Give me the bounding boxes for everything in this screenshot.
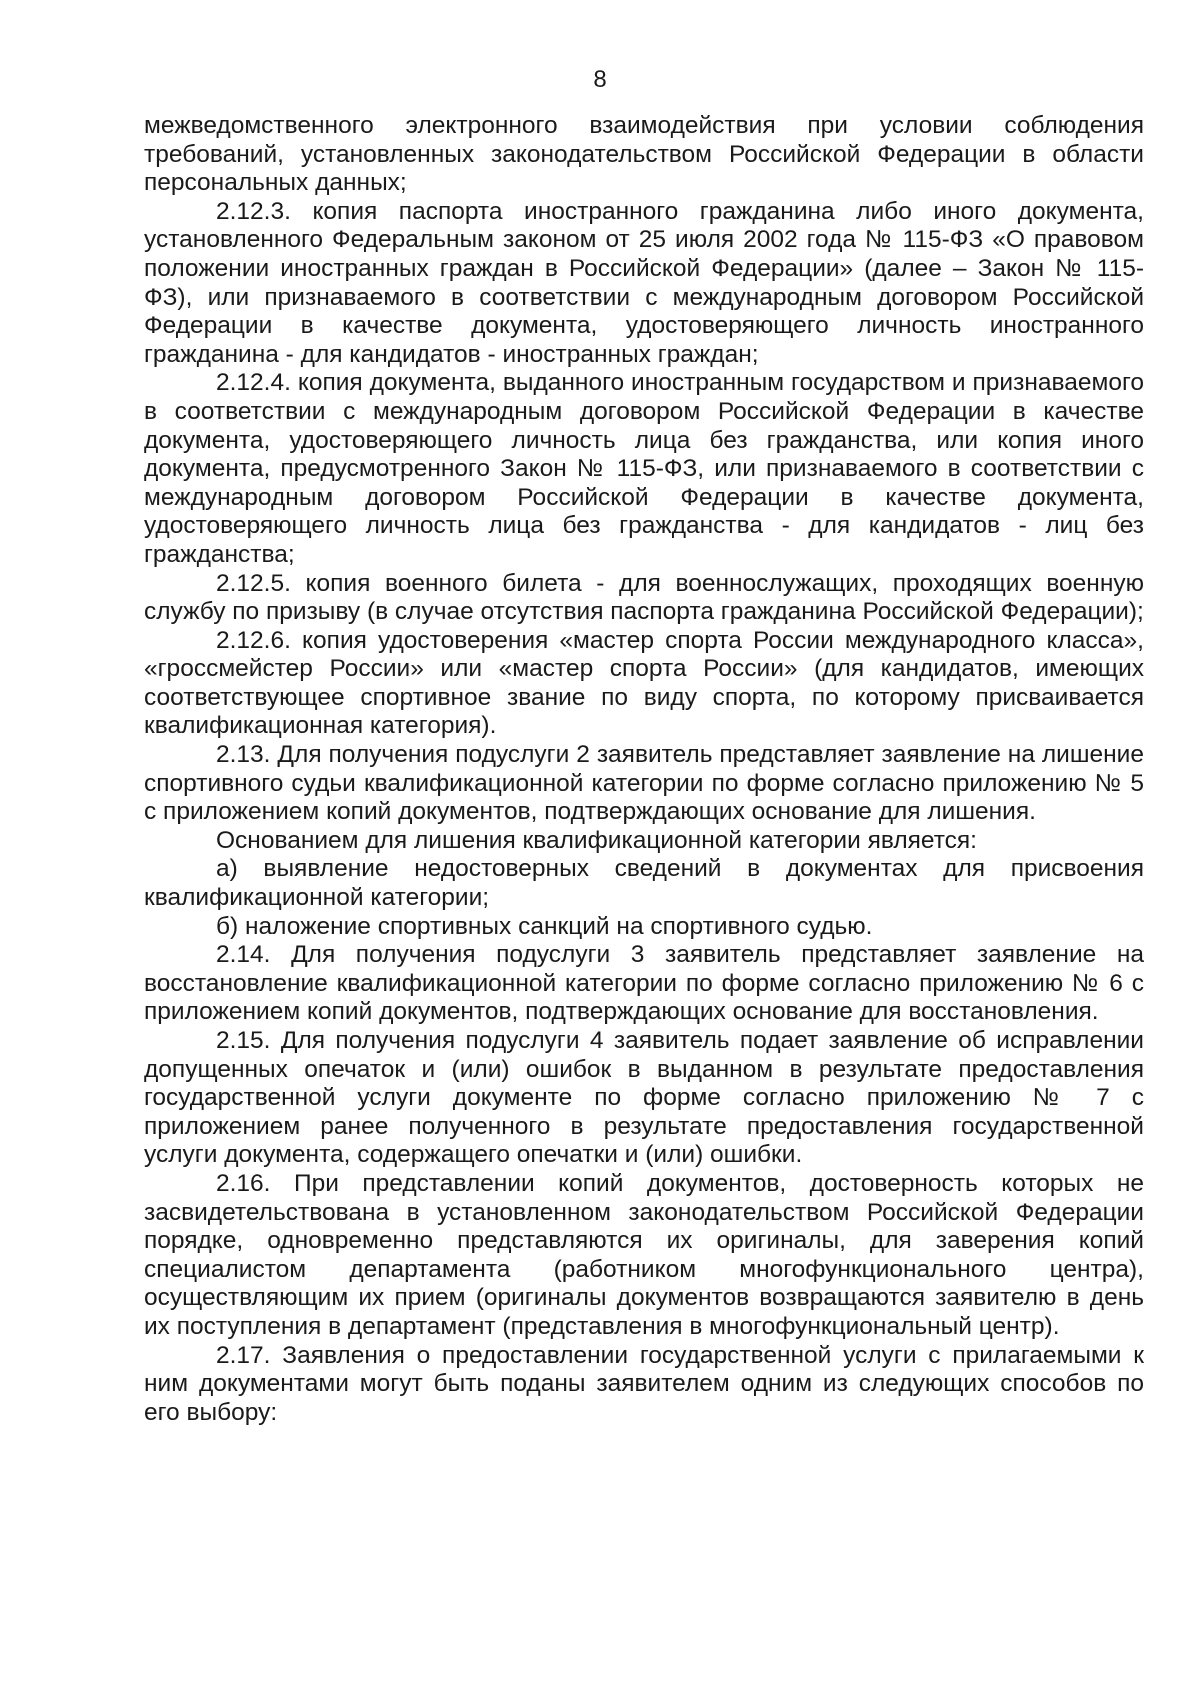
paragraph-continuation: межведомственного электронного взаимодействия при условии соблюдения требований, установленных законодательством Российской Федерации в области персональных данных;	[144, 112, 1144, 197]
paragraph-2-12-6: 2.12.6. копия удостоверения «мастер спорта России международного класса», «гроссмейстер России» или «мастер спорта России» (для кандидатов, имеющих соответствующее спортивное звание по виду спорта, по которому присваивается квалификационная категория).	[144, 626, 1144, 740]
paragraph-ground-b: б) наложение спортивных санкций на спортивного судью.	[216, 912, 873, 940]
paragraph-2-12-4: 2.12.4. копия документа, выданного иностранным государством и признаваемого в соответствии с международным договором Российской Федерации в качестве документа, удостоверяющего личность лица без гражданства, или копия иного документа, предусмотренного Закон № 115-ФЗ, или признаваемого в соответствии с международным договором Российской Федерации в качестве документа, удостоверяющего личность лица без гражданства - для кандидатов - лиц без гражданства;	[144, 369, 1144, 568]
paragraph-2-12-5: 2.12.5. копия военного билета - для военнослужащих, проходящих военную службу по призыву (в случае отсутствия паспорта гражданина Российской Федерации);	[144, 569, 1144, 626]
paragraph-2-12-3: 2.12.3. копия паспорта иностранного гражданина либо иного документа, установленного Федеральным законом от 25 июля 2002 года № 115-ФЗ «О правовом положении иностранных граждан в Российской Федерации» (далее – Закон № 115-ФЗ), или признаваемого в соответствии с международным договором Российской Федерации в качестве документа, удостоверяющего личность иностранного гражданина - для кандидатов - иностранных граждан;	[144, 197, 1144, 368]
paragraph-ground-a: а) выявление недостоверных сведений в документах для присвоения квалификационной категории;	[144, 855, 1144, 912]
document-body	[144, 112, 1144, 1427]
paragraph-2-17: 2.17. Заявления о предоставлении государственной услуги с прилагаемыми к ним документами могут быть поданы заявителем одним из следующих способов по его выбору:	[144, 1341, 1144, 1426]
paragraph-2-15: 2.15. Для получения подуслуги 4 заявитель подает заявление об исправлении допущенных опечаток и (или) ошибок в выданном в результате предоставления государственной услуги документе по форме согласно приложению № 7 с приложением ранее полученного в результате предоставления государственной услуги документа, содержащего опечатки и (или) ошибки.	[144, 1027, 1144, 1169]
paragraph-2-13: 2.13. Для получения подуслуги 2 заявитель представляет заявление на лишение спортивного судьи квалификационной категории по форме согласно приложению № 5 с приложением копий документов, подтверждающих основание для лишения.	[144, 741, 1144, 826]
paragraph-2-14: 2.14. Для получения подуслуги 3 заявитель представляет заявление на восстановление квалификационной категории по форме согласно приложению № 6 с приложением копий документов, подтверждающих основание для восстановления.	[144, 941, 1144, 1026]
paragraph-2-16: 2.16. При представлении копий документов, достоверность которых не засвидетельствована в установленном законодательством Российской Федерации порядке, одновременно представляются их оригиналы, для заверения копий специалистом департамента (работником многофункционального центра), осуществляющим их прием (оригиналы документов возвращаются заявителю в день их поступления в департамент (представления в многофункциональный центр).	[144, 1169, 1144, 1340]
paragraph-grounds-intro: Основанием для лишения квалификационной категории является:	[216, 826, 977, 854]
page-number: 8	[593, 66, 607, 93]
